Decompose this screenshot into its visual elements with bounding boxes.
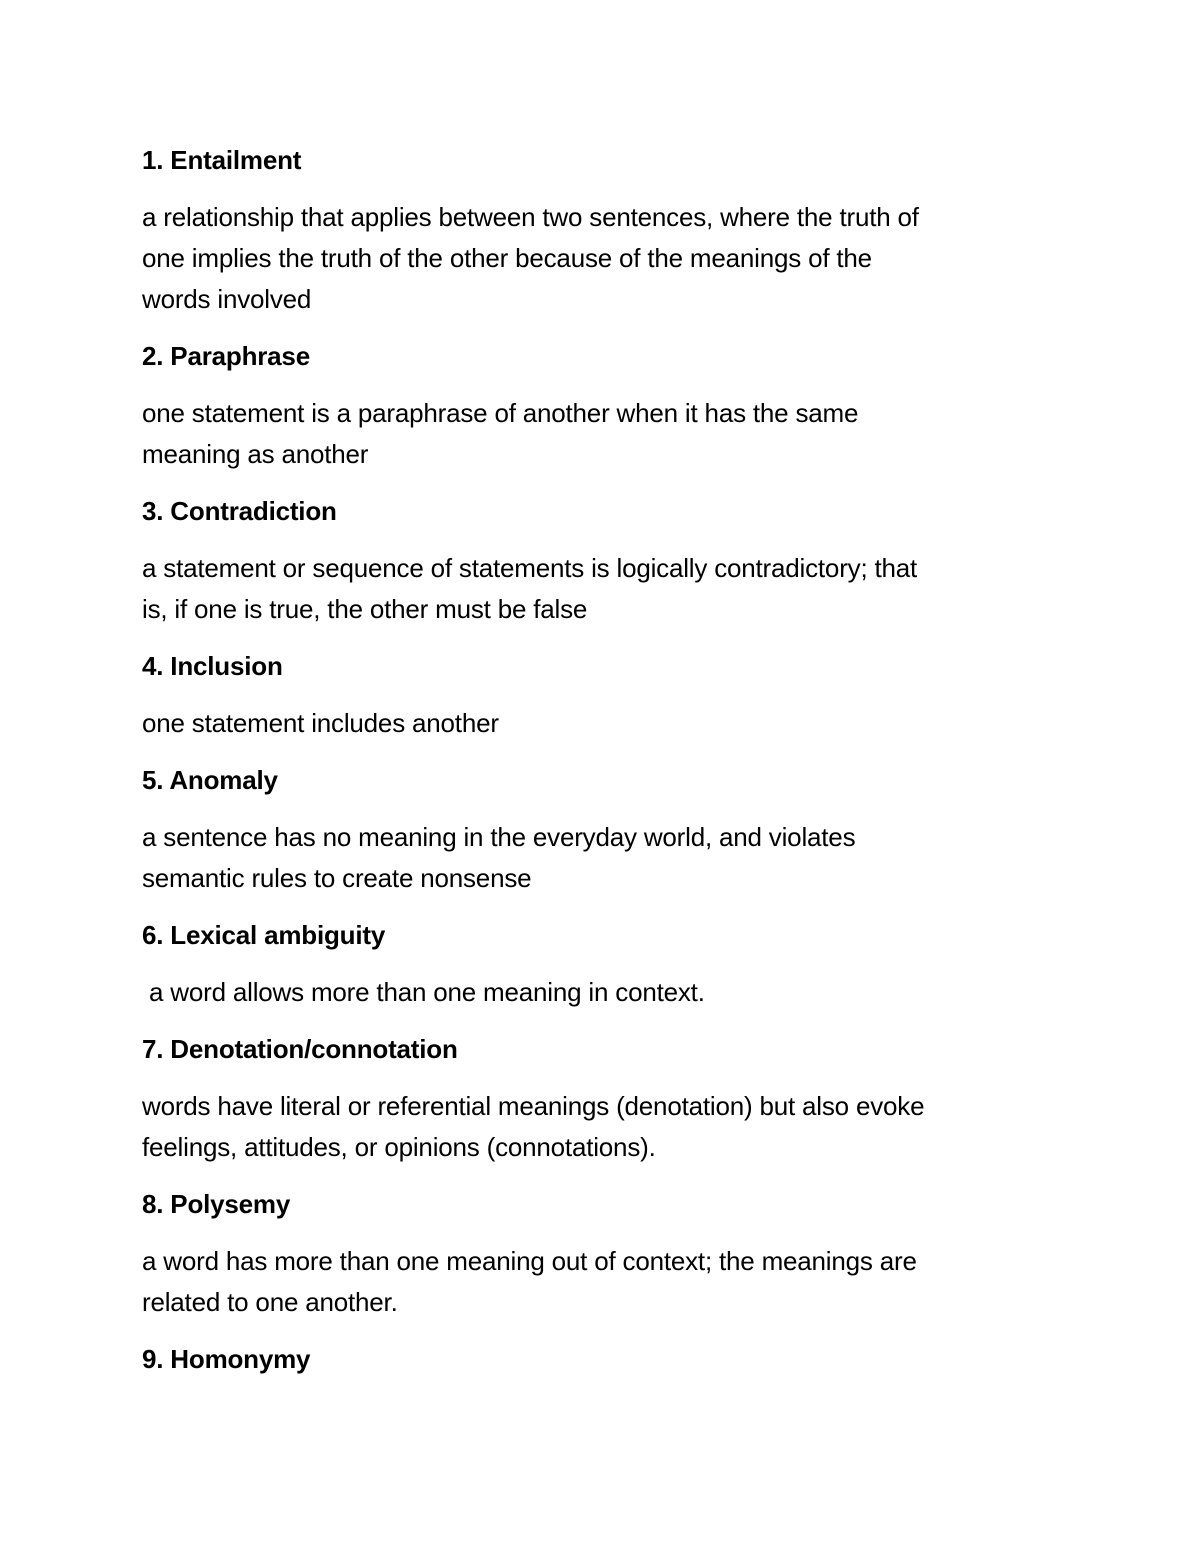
definition-line: meaning as another — [142, 439, 369, 469]
definition-line: semantic rules to create nonsense — [142, 863, 532, 893]
entry-heading: 9. Homonymy — [142, 1344, 311, 1374]
definition-line: a word allows more than one meaning in context. — [142, 977, 705, 1007]
entry-heading: 1. Entailment — [142, 145, 302, 175]
definition-line: a word has more than one meaning out of context; the meanings are — [142, 1246, 917, 1276]
entry-definition — [142, 197, 1062, 320]
entry-definition — [142, 1241, 1062, 1323]
definition-line: words have literal or referential meanings (denotation) but also evoke — [142, 1091, 925, 1121]
entry-definition — [142, 703, 1062, 744]
definition-line: a statement or sequence of statements is logically contradictory; that — [142, 553, 918, 583]
definition-line: one statement includes another — [142, 708, 499, 738]
definition-line: feelings, attitudes, or opinions (connotations). — [142, 1132, 656, 1162]
entry-definition — [142, 548, 1062, 630]
entry-heading: 6. Lexical ambiguity — [142, 920, 386, 950]
definition-line: a sentence has no meaning in the everyday world, and violates — [142, 822, 856, 852]
entry-heading: 5. Anomaly — [142, 765, 278, 795]
definition-line: is, if one is true, the other must be false — [142, 594, 588, 624]
entry-heading: 7. Denotation/connotation — [142, 1034, 458, 1064]
definition-line: a relationship that applies between two sentences, where the truth of — [142, 202, 919, 232]
entry-heading: 8. Polysemy — [142, 1189, 291, 1219]
entry-heading: 4. Inclusion — [142, 651, 283, 681]
entry-definition — [142, 1086, 1062, 1168]
definition-line: related to one another. — [142, 1287, 398, 1317]
document-body — [142, 140, 1062, 1396]
entry-definition — [142, 972, 1062, 1013]
definition-line: one implies the truth of the other because of the meanings of the — [142, 243, 872, 273]
entry-heading: 3. Contradiction — [142, 496, 337, 526]
definition-line: one statement is a paraphrase of another when it has the same — [142, 398, 859, 428]
entry-definition — [142, 817, 1062, 899]
entry-heading: 2. Paraphrase — [142, 341, 310, 371]
entry-definition — [142, 393, 1062, 475]
definition-line: words involved — [142, 284, 312, 314]
